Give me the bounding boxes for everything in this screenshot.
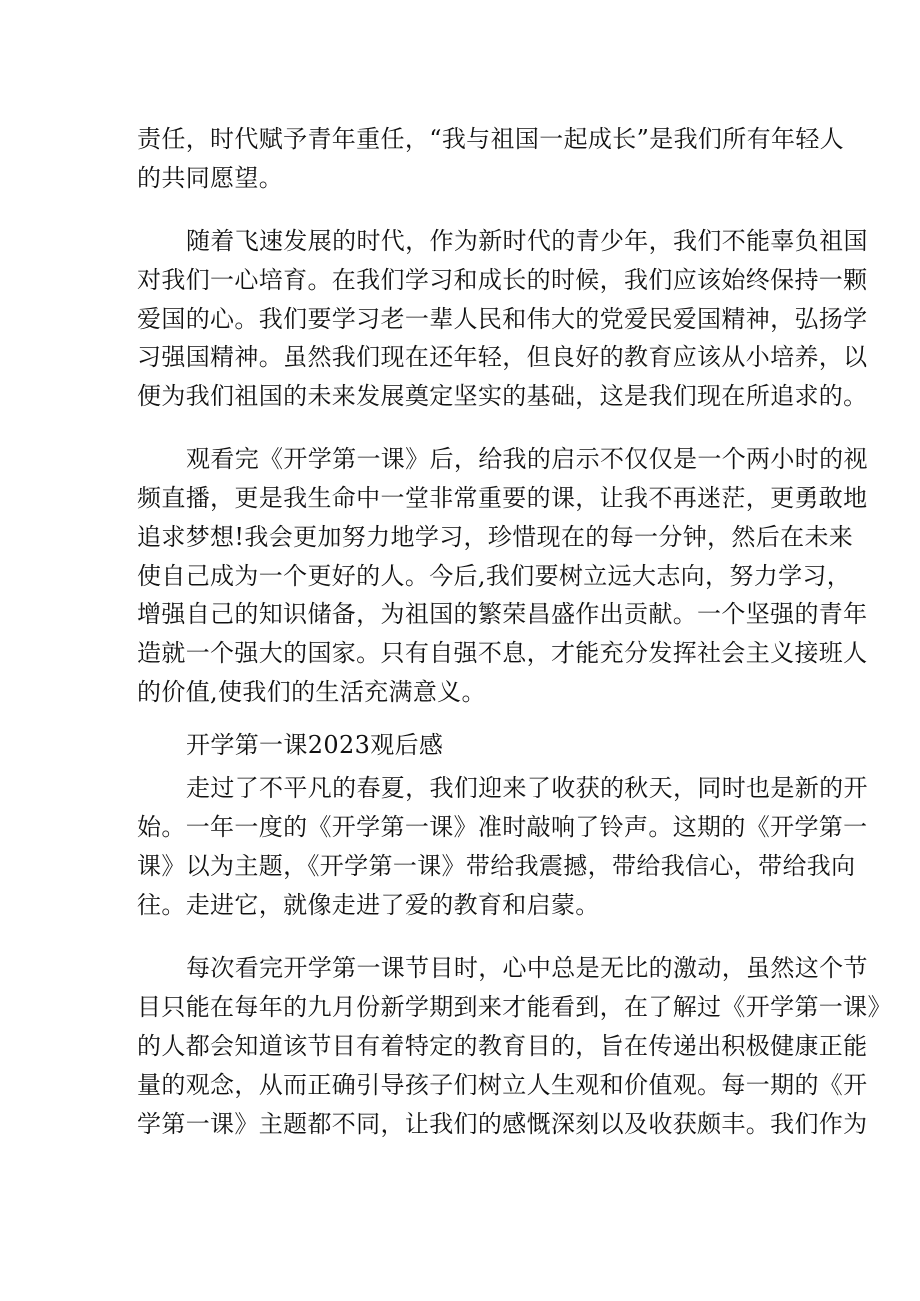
paragraph-first-line: 走过了不平凡的春夏，我们迎来了收获的秋天，同时也是新的开 bbox=[186, 774, 868, 802]
text-line: 始。一年一度的《开学第一课》准时敲响了铃声。这期的《开学第一 bbox=[137, 813, 868, 841]
text-line: 量的观念，从而正确引导孩子们树立人生观和价值观。每一期的《开 bbox=[137, 1071, 868, 1099]
text-line: 往。走进它，就像走进了爱的教育和启蒙。 bbox=[137, 891, 600, 919]
paragraph-first-line: 随着飞速发展的时代，作为新时代的青少年，我们不能辜负祖国 bbox=[186, 227, 868, 255]
text-line: 使自己成为一个更好的人。今后,我们要树立远大志向，努力学习， bbox=[137, 562, 852, 590]
text-line: 目只能在每年的九月份新学期到来才能看到，在了解过《开学第一课》 bbox=[137, 993, 892, 1021]
text-line: 的人都会知道该节目有着特定的教育目的，旨在传递出积极健康正能 bbox=[137, 1032, 868, 1060]
text-line: 的共同愿望。 bbox=[137, 164, 284, 192]
text-line: 便为我们祖国的未来发展奠定坚实的基础，这是我们现在所追求的。 bbox=[137, 382, 868, 410]
text-line: 责任，时代赋予青年重任，“我与祖国一起成长”是我们所有年轻人 bbox=[137, 125, 845, 153]
text-line: 对我们一心培育。在我们学习和成长的时候，我们应该始终保持一颗 bbox=[137, 266, 868, 294]
section-heading: 开学第一课2023观后感 bbox=[186, 731, 444, 759]
text-line: 爱国的心。我们要学习老一辈人民和伟大的党爱民爱国精神，弘扬学 bbox=[137, 305, 868, 333]
text-line: 学第一课》主题都不同，让我们的感慨深刻以及收获颇丰。我们作为 bbox=[137, 1110, 868, 1138]
text-line: 的价值,使我们的生活充满意义。 bbox=[137, 678, 486, 706]
paragraph-first-line: 观看完《开学第一课》后，给我的启示不仅仅是一个两小时的视 bbox=[186, 445, 868, 473]
text-line: 追求梦想!我会更加努力地学习，珍惜现在的每一分钟，然后在未来 bbox=[137, 523, 854, 551]
text-line: 课》以为主题，《开学第一课》带给我震撼，带给我信心，带给我向 bbox=[137, 852, 856, 880]
paragraph-first-line: 每次看完开学第一课节目时，心中总是无比的激动，虽然这个节 bbox=[186, 954, 868, 982]
text-line: 频直播，更是我生命中一堂非常重要的课，让我不再迷茫，更勇敢地 bbox=[137, 484, 868, 512]
text-line: 增强自己的知识储备，为祖国的繁荣昌盛作出贡献。一个坚强的青年 bbox=[137, 600, 868, 628]
text-line: 造就一个强大的国家。只有自强不息，才能充分发挥社会主义接班人 bbox=[137, 639, 868, 667]
text-line: 习强国精神。虽然我们现在还年轻，但良好的教育应该从小培养，以 bbox=[137, 343, 868, 371]
